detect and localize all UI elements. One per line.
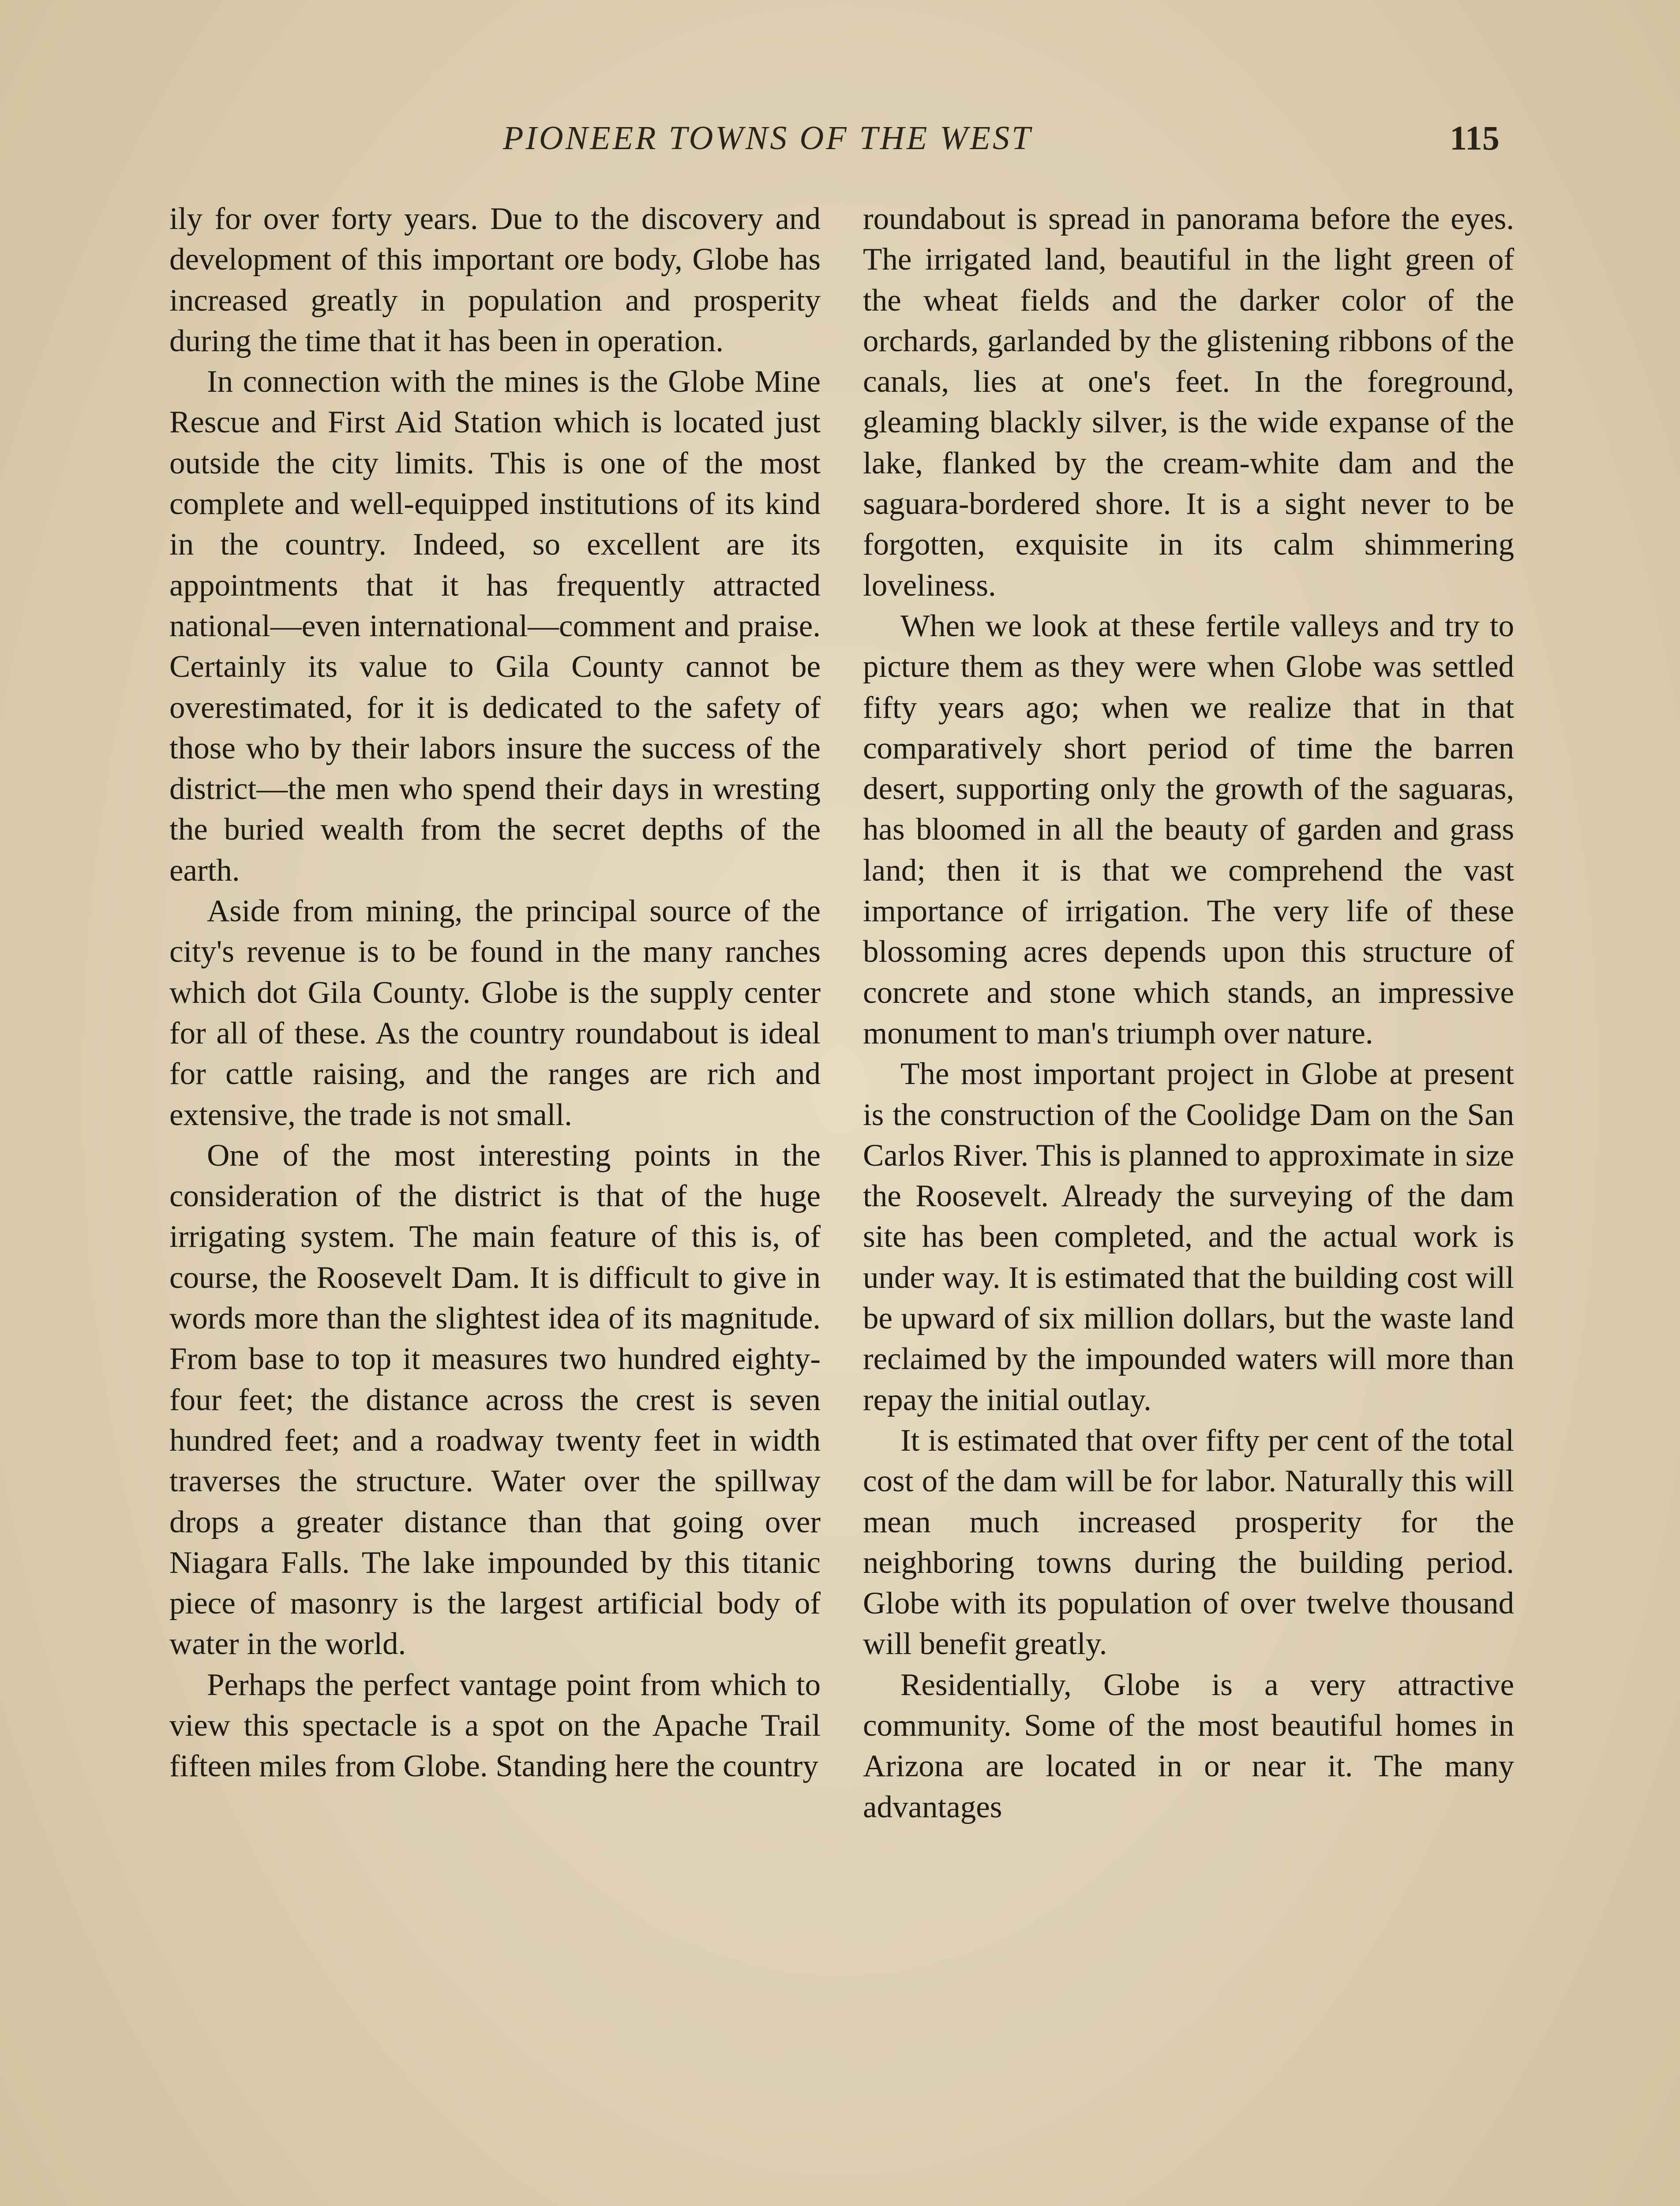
- paragraph: It is estimated that over fifty per cent of the total cost of the dam will be for labor. Naturally this will mean much increased prosperity for the neighboring towns during the building period. Globe with its population of over twelve thousand will benefit greatly.: [863, 1423, 1514, 1662]
- right-column: [863, 199, 1514, 1827]
- page-number: 115: [1450, 119, 1500, 157]
- paragraph: When we look at these fertile valleys and try to picture them as they were when Globe was settled fifty years ago; when we realize that in that comparatively short period of time the barren desert, supporting only the growth of the saguaras, has bloomed in all the beauty of garden and grass land; then it is that we comprehend the vast importance of irrigation. The very life of these blossoming acres depends upon this structure of concrete and stone which stands, an impressive monument to man's triumph over nature.: [863, 608, 1514, 1050]
- paragraph: Aside from mining, the principal source of the city's revenue is to be found in the many ranches which dot Gila County. Globe is the supply center for all of these. As the country roundabout is ideal for cattle raising, and the ranges are rich and extensive, the trade is not small.: [169, 894, 821, 1132]
- running-title: PIONEER TOWNS OF THE WEST: [503, 120, 1033, 157]
- paragraph: One of the most interesting points in the consideration of the district is that of the huge irrigating system. The main feature of this is, of course, the Roosevelt Dam. It is difficult to give in words more than the slightest idea of its magnitude. From base to top it measures two hundred eighty-four feet; the distance across the crest is seven hundred feet; and a roadway twenty feet in width traverses the structure. Water over the spillway drops a greater distance than that going over Niagara Falls. The lake impounded by this titanic piece of masonry is the largest artificial body of water in the world.: [169, 1138, 821, 1662]
- paragraph: Perhaps the perfect vantage point from which to view this spectacle is a spot on the Apache Trail fifteen miles from Globe. Standing here the country: [169, 1667, 821, 1784]
- left-column: [169, 199, 821, 1787]
- paragraph: roundabout is spread in panorama before the eyes. The irrigated land, beautiful in the light green of the wheat fields and the darker color of the orchards, garlanded by the glistening ribbons of the canals, lies at one's feet. In the foreground, gleaming blackly silver, is the wide expanse of the lake, flanked by the cream-white dam and the saguara-bordered shore. It is a sight never to be forgotten, exquisite in its calm shimmering loveliness.: [863, 202, 1514, 603]
- paragraph: The most important project in Globe at present is the construction of the Coolidge Dam on the San Carlos River. This is planned to approximate in size the Roosevelt. Already the surveying of the dam site has been completed, and the actual work is under way. It is estimated that the building cost will be upward of six million dollars, but the waste land reclaimed by the impounded waters will more than repay the initial outlay.: [863, 1057, 1514, 1417]
- paragraph: In connection with the mines is the Globe Mine Rescue and First Aid Station which is located just outside the city limits. This is one of the most complete and well-equipped institutions of its kind in the country. Indeed, so excellent are its appointments that it has frequently attracted national—even international—comment and praise. Certainly its value to Gila County cannot be overestimated, for it is dedicated to the safety of those who by their labors insure the success of the district—the men who spend their days in wresting the buried wealth from the secret depths of the earth.: [169, 364, 821, 888]
- paragraph: Residentially, Globe is a very attractive community. Some of the most beautiful homes in Arizona are located in or near it. The many advantages: [863, 1667, 1514, 1824]
- paragraph: ily for over forty years. Due to the discovery and development of this important ore body, Globe has increased greatly in population and prosperity during the time that it has been in operation.: [169, 202, 821, 358]
